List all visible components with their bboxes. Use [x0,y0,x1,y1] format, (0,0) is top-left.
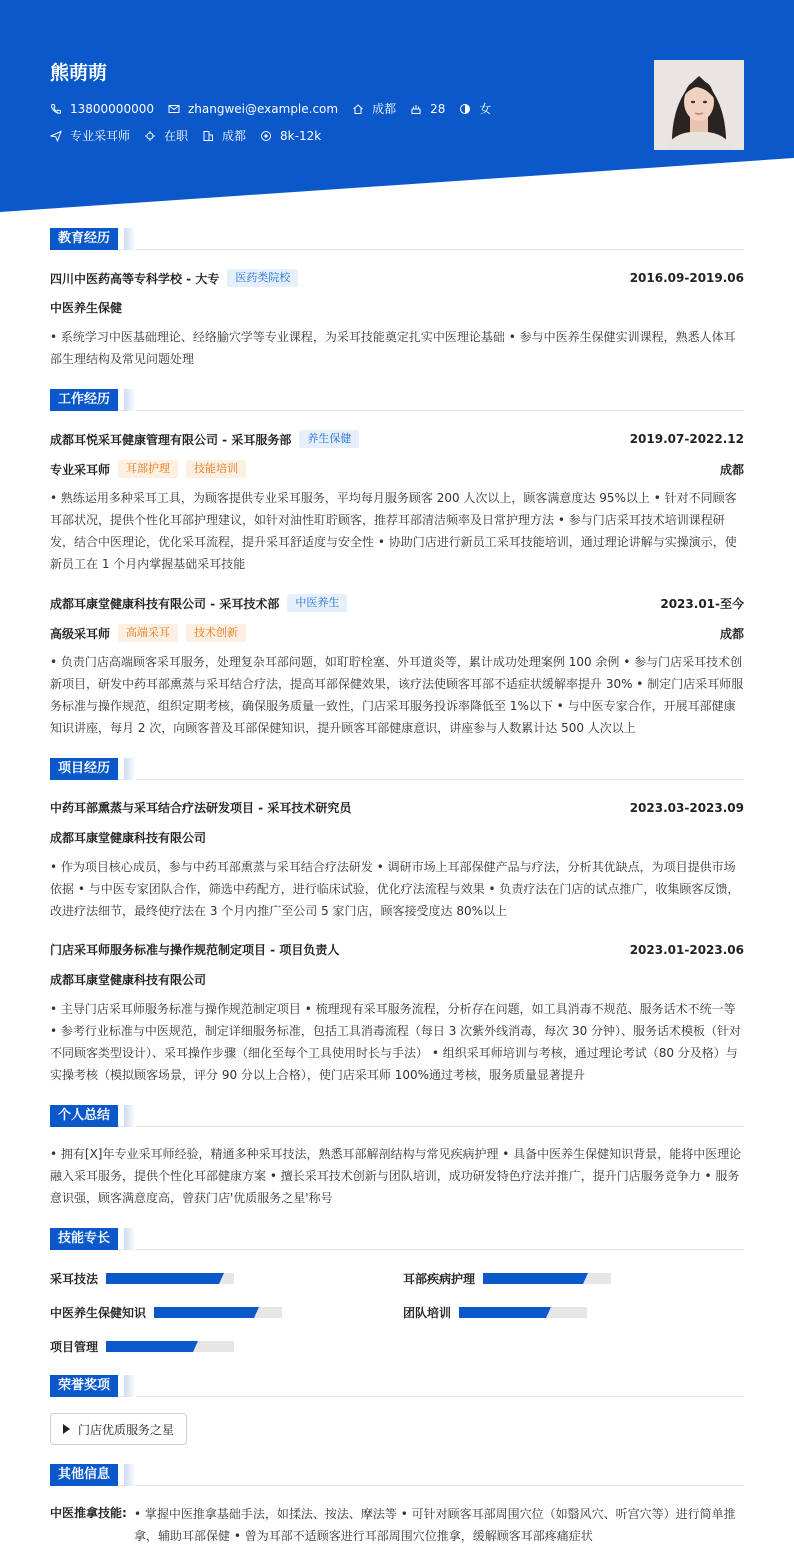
work-2-skill-tag: 高端采耳 [118,624,178,642]
work-1-tag: 养生保健 [299,430,359,448]
play-icon [63,1424,70,1434]
contact-row [50,100,505,117]
project-2-title: 门店采耳师服务标准与操作规范制定项目 - 项目负责人 [50,943,340,957]
resume-header [0,0,794,212]
section-skills-title: 技能专长 [50,1228,118,1250]
section-awards-title: 荣誉奖项 [50,1375,118,1397]
work-1-date: 2019.07-2022.12 [629,432,744,446]
skill-bar [154,1307,282,1318]
work-1-skill-tag: 技能培训 [186,460,246,478]
skill-bar-fill [106,1341,193,1352]
work-2-company: 成都耳康堂健康科技有限公司 - 采耳技术部 [50,596,280,611]
education-major: 中医养生保健 [50,301,123,315]
section-work-title: 工作经历 [50,389,118,411]
project-2-header [50,941,744,958]
work-1-header [50,430,744,448]
work-2-city: 成都 [719,626,744,641]
section-summary-title: 个人总结 [50,1105,118,1127]
work-1-skill-tag: 耳部护理 [118,460,178,478]
project-1-header [50,799,744,816]
work-2-tag: 中医养生 [287,594,347,612]
position-item [50,127,130,144]
skill-name: 项目管理 [50,1340,99,1354]
mail-icon [168,103,180,115]
project-2-date: 2023.01-2023.06 [629,942,744,957]
work-2-header [50,594,744,612]
skill-bar [106,1273,234,1284]
work-2-skill-tag: 技术创新 [186,624,246,642]
education-major-row [50,299,744,316]
skill-item [403,1304,587,1321]
section-education-title: 教育经历 [50,228,118,250]
home-icon [352,103,364,115]
send-icon [50,130,62,142]
work-1-desc: • 熟练运用多种采耳工具，为顾客提供专业采耳服务，平均每月服务顾客 200 人次以上，顾客满意度达 95%以上 • 针对不同顾客耳部状况，提供个性化耳部护理建议，如针对油性耵聍顾客，推荐耳部清洁频率及日常护理方法 • 参与门店采耳技术培训课程研发，结合中医理论，优化采耳流程，提升采耳舒适度与安全性 • 协助门店进行新员工采耳技能培训，通过理论讲解与实操演示，使新员工在 1 个月内掌握基础采耳技能 [50,491,737,571]
section-work [50,389,744,411]
award-text: 门店优质服务之星 [78,1422,175,1437]
phone-item [50,102,154,116]
skill-bar [106,1341,234,1352]
candidate-name: 熊萌萌 [50,62,108,84]
section-other [50,1464,744,1486]
status-icon [144,130,156,142]
work-1-city: 成都 [719,462,744,477]
skill-item [50,1304,282,1321]
section-project-title: 项目经历 [50,758,118,780]
work-1-role: 专业采耳师 [50,462,111,477]
profile-photo [654,60,744,150]
status-item [144,127,188,144]
other-text: • 掌握中医推拿基础手法，如揉法、按法、摩法等 • 可针对顾客耳部周围穴位（如翳风穴、听宫穴等）进行简单推拿，辅助耳部保健 • 曾为耳部不适顾客进行耳部周围穴位推拿，缓解顾客耳部疼痛症状 [134,1507,736,1543]
project-1-company-row [50,829,744,846]
target-city-item [202,127,246,144]
skill-name: 采耳技法 [50,1272,99,1286]
age-item [410,102,445,116]
section-awards [50,1375,744,1397]
section-other-title: 其他信息 [50,1464,118,1486]
skill-bar-fill [106,1273,219,1284]
gender-icon [459,103,471,115]
work-2-role-row [50,624,744,642]
school-name: 四川中医药高等专科学校 - 大专 [50,271,220,286]
project-2-company-row [50,971,744,988]
salary-item [260,129,321,143]
project-1-title: 中药耳部熏蒸与采耳结合疗法研发项目 - 采耳技术研究员 [50,801,352,815]
education-header [50,269,744,287]
job-intention-row [50,127,335,144]
award-item [50,1413,187,1445]
phone-icon [50,103,62,115]
summary-text: • 拥有[X]年专业采耳师经验，精通多种采耳技法，熟悉耳部解剖结构与常见疾病护理 • 具备中医养生保健知识背景，能将中医理论融入采耳服务，提供个性化耳部健康方案 • 擅长采耳技术创新与团队培训，成功研发特色疗法并推广，提升门店服务竞争力 • 服务意识强，顾客满意度高，曾获门店'优质服务之星'称号 [50,1147,742,1205]
work-2-role: 高级采耳师 [50,626,111,641]
gender-item [459,100,491,117]
project-1-date: 2023.03-2023.09 [629,800,744,815]
work-1-role-row [50,460,744,478]
salary-text: 8k-12k [280,128,322,143]
age-text: 28 [430,101,446,116]
section-summary [50,1105,744,1127]
work-1-company: 成都耳悦采耳健康管理有限公司 - 采耳服务部 [50,432,292,447]
salary-icon [260,130,272,142]
skill-bar [459,1307,587,1318]
project-1-company: 成都耳康堂健康科技有限公司 [50,831,207,845]
skill-bar-fill [483,1273,583,1284]
email-text: zhangwei@example.com [187,101,339,116]
skill-item [50,1270,234,1287]
skill-item [50,1338,234,1355]
project-1-desc: • 作为项目核心成员，参与中药耳部熏蒸与采耳结合疗法研发 • 调研市场上耳部保健产品与疗法，分析其优缺点，为项目提供市场依据 • 与中医专家团队合作，筛选中药配方，进行临床试验，优化疗法流程与效果 • 负责疗法在门店的试点推广，收集顾客反馈，改进疗法细节，最终使疗法在 3 个月内推广至公司 5 家门店，顾客接受度达 80%以上 [50,860,740,918]
cake-icon [410,103,422,115]
phone-text: 13800000000 [70,101,154,116]
skill-name: 中医养生保健知识 [50,1306,147,1320]
education-desc: • 系统学习中医基础理论、经络腧穴学等专业课程，为采耳技能奠定扎实中医理论基础 • 参与中医养生保健实训课程，熟悉人体耳部生理结构及常见问题处理 [50,330,736,366]
skill-name: 团队培训 [403,1306,452,1320]
project-2-desc: • 主导门店采耳师服务标准与操作规范制定项目 • 梳理现有采耳服务流程，分析存在问题，如工具消毒不规范、服务话术不统一等 • 参考行业标准与中医规范，制定详细服务标准，包括工具消毒流程（每日 3 次紫外线消毒，每次 30 分钟）、服务话术模板（针对不同顾客类型设计）、采耳操作步骤（细化至每个工具使用时长与手法） • 组织采耳师培训与考核，通过理论考试（80 分及格）与实操考核（模拟顾客场景，评分 90 分以上合格），使门店采耳师 100%通过考核，服务质量显著提升 [50,1002,742,1082]
gender-text: 女 [479,102,492,116]
skill-item [403,1270,611,1287]
school-tag: 医药类院校 [227,269,298,287]
skill-bar-fill [154,1307,254,1318]
section-skills [50,1228,744,1250]
skill-bar [483,1273,611,1284]
section-education [50,228,744,250]
skill-name: 耳部疾病护理 [403,1272,476,1286]
other-label: 中医推拿技能: [50,1506,127,1520]
work-2-date: 2023.01-至今 [660,596,744,611]
section-project [50,758,744,780]
city-item [352,100,396,117]
target-city-text: 成都 [222,129,247,143]
building-icon [202,130,214,142]
project-2-company: 成都耳康堂健康科技有限公司 [50,973,207,987]
skill-bar-fill [459,1307,546,1318]
position-text: 专业采耳师 [70,129,131,143]
status-text: 在职 [164,129,189,143]
city-text: 成都 [372,102,397,116]
work-2-desc: • 负责门店高端顾客采耳服务，处理复杂耳部问题，如耵聍栓塞、外耳道炎等，累计成功处理案例 100 余例 • 参与门店采耳技术创新项目，研发中药耳部熏蒸与采耳结合疗法，提高耳部保健效果，该疗法使顾客耳部不适症状缓解率提升 30% • 制定门店采耳师服务标准与操作规范，组织定期考核，确保服务质量一致性，门店采耳服务投诉率降低至 1%以下 • 与中医专家合作，开展耳部健康知识讲座，每月 2 次，向顾客普及耳部保健知识，提升顾客耳部健康意识，讲座参与人数累计达 500 人次以上 [50,655,744,735]
education-date: 2016.09-2019.06 [629,271,744,285]
email-item [168,102,338,116]
